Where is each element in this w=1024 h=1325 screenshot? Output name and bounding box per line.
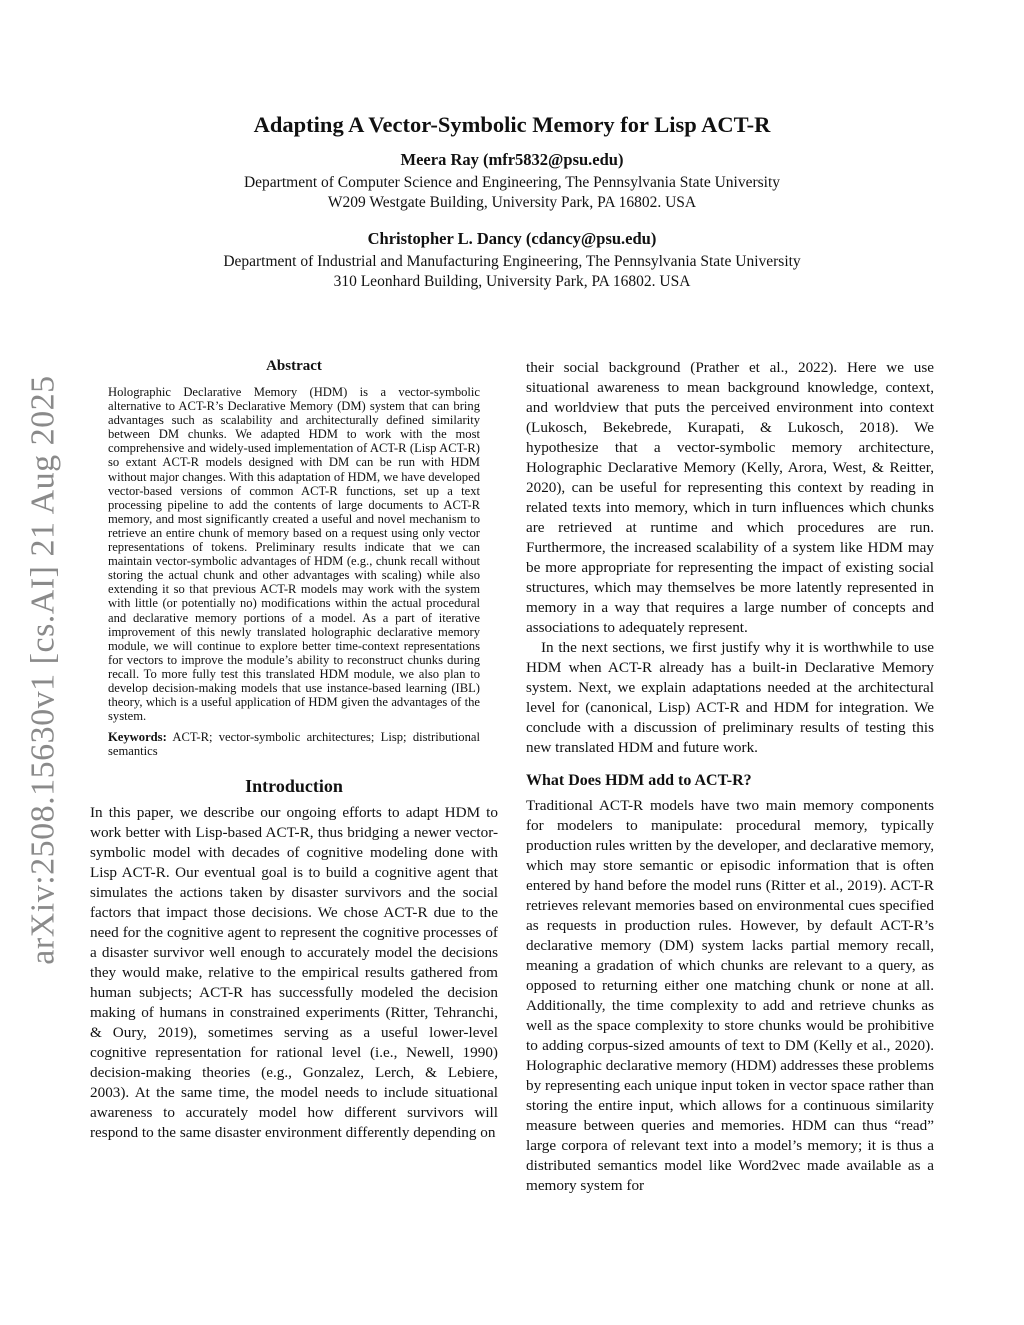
keywords xyxy=(108,730,480,758)
arxiv-sidebar xyxy=(18,370,70,970)
abstract-body: Holographic Declarative Memory (HDM) is a vector-symbolic alternative to ACT-R’s Declarative Memory (DM) system that can bring advantages such as scalability and architecturally defined similarity between DM chunks. We adapted HDM to work with the most comprehensive and widely-used implementation of ACT-R (Lisp ACT-R) so extant ACT-R models designed with DM can be run with HDM without major changes. With this adaptation of HDM, we have developed vector-based versions of common ACT-R functions, set up a text processing pipeline to add the contents of large documents to ACT-R memory, and most significantly created a useful and novel mechanism to retrieve an entire chunk of memory based on a request using only vector representations of tokens. Preliminary results indicate that we can maintain vector-symbolic advantages of HDM (e.g., chunk recall without storing the actual chunk and other advantages with scaling) while also extending it so that previous ACT-R models may work with the system with little (or potentially no) modifications within the actual procedural and declarative memory portions of a model. As a part of iterative improvement of this newly translated holographic declarative memory module, we will continue to explore better time-context representations for vectors to improve the module’s ability to reconstruct chunks during recall. To more fully test this translated HDM module, we also plan to develop decision-making models that use instance-based learning (IBL) theory, which is a useful application of HDM given the advantages of the system. xyxy=(108,385,480,724)
author-name: Meera Ray (mfr5832@psu.edu) xyxy=(400,150,624,169)
section-paragraph: Traditional ACT-R models have two main memory components for modelers to manipulate: procedural memory, typically production rules written by the developer, and declarative memory, which may store semantic or episodic information that is often entered by hand before the model runs (Ritter et al., 2019). ACT-R retrieves relevant memories based on environmental cues specified as requests in production rules. However, by default ACT-R’s declarative memory (DM) system lacks partial memory recall, meaning a gradation of which chunks are relevant to a query, as opposed to returning either one matching chunk or none at all. Additionally, the time complexity to add and retrieve chunks as well as the space complexity to store chunks would be prohibitive to adding corpus-sized amounts of text to DM (Kelly et al., 2020). Holographic declarative memory (HDM) addresses these problems by representing each unique input token in vector space rather than storing the entire input, which allows for a continuous similarity measure between queries and memories. HDM can thus “read” large corpora of relevant text into a model’s memory; it is thus a distributed semantics model like Word2vec made available as a memory system for xyxy=(526,797,934,1194)
introduction-paragraph: In the next sections, we first justify why it is worthwhile to use HDM when ACT-R already has a built-in Declarative Memory system. Next, we explain adaptations needed at the architectural level for (canonical, Lisp) ACT-R and HDM for integration. We conclude with a discussion of preliminary results of testing this new translated HDM and future work. xyxy=(526,639,934,756)
introduction-paragraph-continued: their social background (Prather et al., 2022). Here we use situational awareness to mean background knowledge, context, and worldview that puts the perceived environment into context (Lukosch, Bekebrede, Kurapati, & Lukosch, 2018). We hypothesize that a vector-symbolic memory architecture, Holographic Declarative Memory (Kelly, Arora, West, & Reitter, 2020), can be useful for representing this context by reading in related texts into memory, which in turn influences which chunks are retrieved at runtime and which procedures are run. Furthermore, the increased scalability of a system like HDM may be more appropriate for representing the impact of existing social structures, which may themselves be more latently represented in memory in a way that requires a large number of concepts and associations to adequately represent. xyxy=(526,359,934,636)
keywords-text: ACT-R; vector-symbolic architectures; Lisp; distributional semantics xyxy=(108,730,480,759)
left-column xyxy=(90,358,498,1143)
arxiv-identifier: arXiv:2508.15630v1 [cs.AI] 21 Aug 2025 xyxy=(25,375,63,965)
right-column xyxy=(526,358,934,1196)
section-heading: What Does HDM add to ACT-R? xyxy=(526,772,752,789)
author-block-2 xyxy=(90,229,934,292)
abstract xyxy=(90,358,498,758)
author-address: W209 Westgate Building, University Park, PA 16802. USA xyxy=(327,194,697,211)
author-affiliation: Department of Industrial and Manufacturing Engineering, The Pennsylvania State University xyxy=(223,253,801,270)
keywords-label: Keywords: xyxy=(108,730,167,745)
introduction-paragraph: In this paper, we describe our ongoing efforts to adapt HDM to work better with Lisp-based ACT-R, thus bridging a newer vector-symbolic model with decades of cognitive modeling done with Lisp ACT-R. Our eventual goal is to build a cognitive agent that simulates the actions taken by disaster survivors and the social factors that impact those decisions. We chose ACT-R due to the need for the cognitive agent to represent the cognitive processes of a disaster survivor well enough to accurately model the decisions they would make, relative to the empirical results gathered from human subjects; ACT-R has successfully modeled the decision making of humans in constrained experiments (Ritter, Tehranchi, & Oury, 2019), sometimes serving as a useful lower-level cognitive representation for rational level (i.e., Newell, 1990) decision-making theories (e.g., Gonzalez, Lerch, & Lebiere, 2003). At the same time, the model needs to include situational awareness to accurately model how different survivors will respond to the same disaster environment differently depending on xyxy=(90,804,498,1142)
paper-title: Adapting A Vector-Symbolic Memory for Lisp ACT-R xyxy=(253,112,771,137)
author-affiliation: Department of Computer Science and Engineering, The Pennsylvania State University xyxy=(243,174,781,191)
abstract-heading: Abstract xyxy=(266,358,322,374)
author-name: Christopher L. Dancy (cdancy@psu.edu) xyxy=(367,229,657,248)
paper-header xyxy=(90,112,934,308)
author-address: 310 Leonhard Building, University Park, PA 16802. USA xyxy=(333,273,691,290)
author-block-1 xyxy=(90,150,934,213)
introduction-heading: Introduction xyxy=(245,776,343,797)
